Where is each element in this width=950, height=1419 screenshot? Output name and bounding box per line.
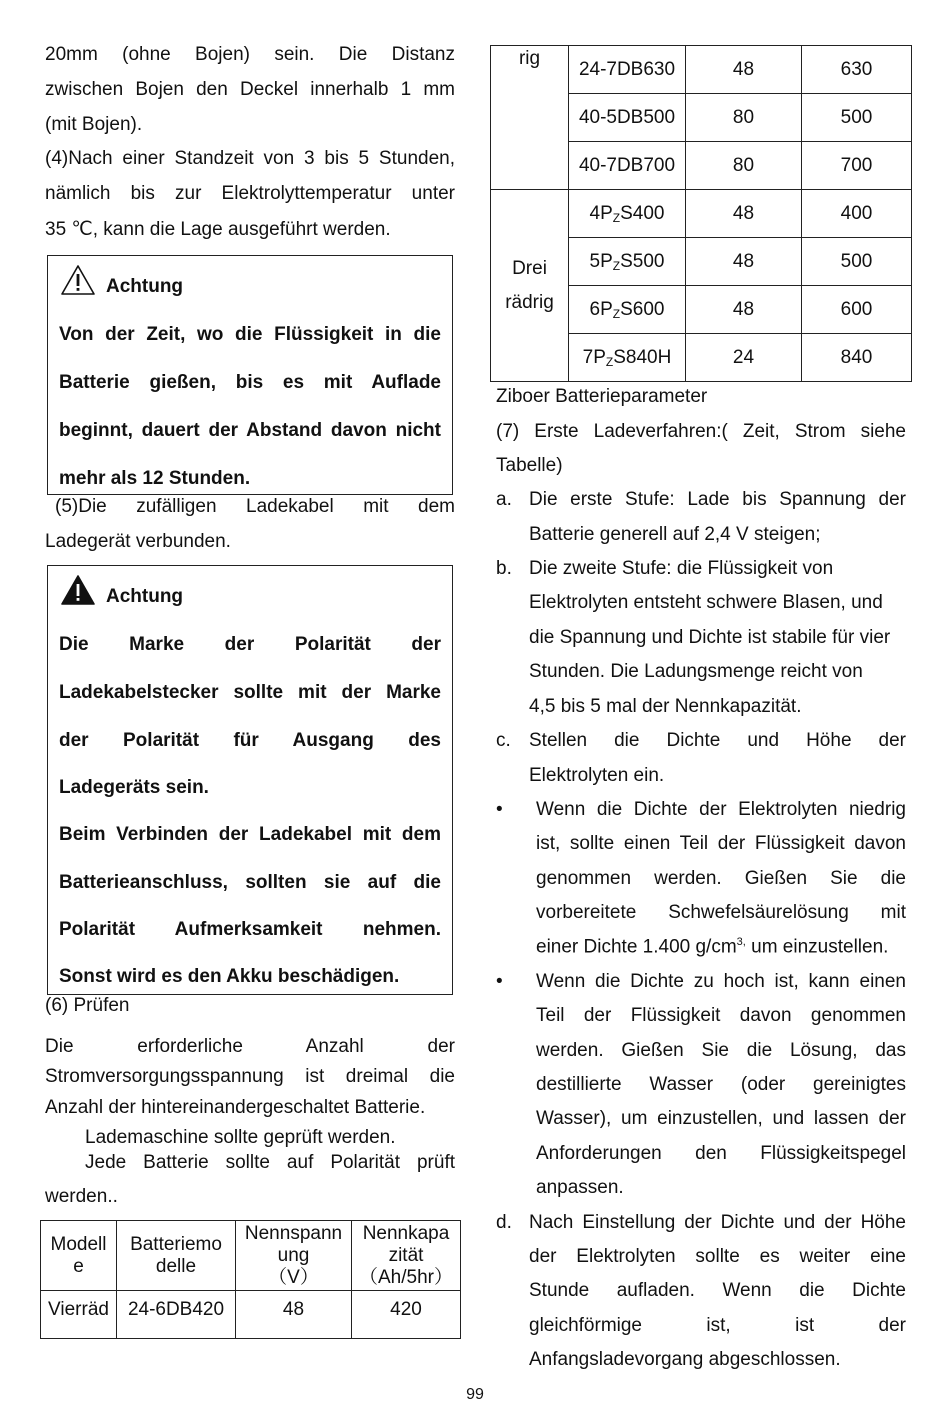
warning-text-line: beginnt, dauert der Abstand davon nicht [59,420,441,441]
list-item-line: destillierte Wasser (oder gereinigtes [536,1074,906,1095]
header-line: ung [277,1244,310,1266]
paragraph-line: (7) Erste Ladeverfahren:( Zeit, Strom siehe [496,421,906,442]
bullet-marker: • [496,971,503,992]
model-suffix: S840H [613,346,672,368]
header-line: （Ah/5hr） [359,1266,453,1288]
warning-text-line: Von der Zeit, wo die Flüssigkeit in die [59,324,441,345]
table-cell: 24-6DB420 [117,1291,236,1339]
table-group-label: rig [491,46,569,190]
warning-text-line: Ladekabelstecker sollte mit der Marke [59,682,441,703]
warning-title: Achtung [106,276,184,297]
list-item-line: vorbereitete Schwefelsäurelösung mit [536,902,906,923]
list-item-line [536,936,888,958]
table-cell [569,286,686,334]
list-item-line: der Elektrolyten sollte es weiter eine [529,1246,906,1267]
paragraph-line: Ladegerät verbunden. [45,531,231,552]
page-number: 99 [466,1386,484,1403]
list-item-line: Elektrolyten entsteht schwere Blasen, und [529,592,883,613]
paragraph-line: 35 ℃, kann die Lage ausgeführt werden. [45,219,391,240]
table-cell: 40-7DB700 [569,142,686,190]
warning-filled-icon [60,574,96,606]
table-cell: 24 [686,334,802,382]
header-line: e [73,1255,84,1277]
table-cell: 80 [686,94,802,142]
table-cell: 40-5DB500 [569,94,686,142]
text-run: einer Dichte 1.400 g/cm [536,936,737,958]
table-cell: 420 [352,1291,461,1339]
list-item-line: ist, sollte einen Teil der Flüssigkeit davon [536,833,906,854]
list-item-line: Die erste Stufe: Lade bis Spannung der [529,489,906,510]
table-cell: 24-7DB630 [569,46,686,94]
model-suffix: S600 [620,298,665,320]
table-group-label [491,190,569,382]
table-cell: 500 [802,94,912,142]
battery-table-right [490,45,912,382]
warning-text-line: Polarität Aufmerksamkeit nehmen. [59,919,441,940]
paragraph-line: werden.. [45,1186,118,1207]
model-prefix: 6P [589,298,613,320]
list-marker: a. [496,489,512,510]
list-item-line: Stunde aufladen. Wenn die Dichte [529,1280,906,1301]
table-cell: 600 [802,286,912,334]
table-header-cell [236,1221,352,1291]
table-cell: 840 [802,334,912,382]
warning-box-2 [47,565,453,995]
table-cell: 700 [802,142,912,190]
table-cell: Vierräd [41,1291,117,1339]
list-item-line: Wenn die Dichte zu hoch ist, kann einen [536,971,906,992]
list-item-line: Anforderungen den Flüssigkeitspegel [536,1143,906,1164]
table-header-row [41,1221,461,1291]
header-line: （V） [268,1266,319,1288]
model-subscript: Z [605,354,614,369]
header-line: Modell [50,1233,107,1255]
list-item-line: werden. Gießen Sie die Lösung, das [536,1040,906,1061]
list-marker: b. [496,558,512,579]
paragraph-line: (4)Nach einer Standzeit von 3 bis 5 Stunden, [45,148,455,169]
model-suffix: S400 [620,202,665,224]
table-caption: Ziboer Batterieparameter [496,386,708,407]
list-item-line: Elektrolyten ein. [529,765,665,786]
paragraph-line: (mit Bojen). [45,114,143,135]
paragraph-line: Tabelle) [496,455,563,476]
table-cell [569,334,686,382]
paragraph-line: Lademaschine sollte geprüft werden. [85,1127,396,1148]
table-row [41,1291,461,1339]
group-label-line: rädrig [505,291,554,313]
table-cell: 48 [236,1291,352,1339]
warning-outline-icon [60,264,96,296]
model-prefix: 7P [582,346,606,368]
table-row [491,190,912,238]
paragraph-line: Die erforderliche Anzahl der [45,1036,455,1057]
list-marker: d. [496,1212,512,1233]
warning-box-1 [47,255,453,495]
model-prefix: 4P [589,202,613,224]
header-line: delle [155,1255,197,1277]
bullet-marker: • [496,799,503,820]
warning-text-line: mehr als 12 Stunden. [59,468,251,489]
list-item-line: 4,5 bis 5 mal der Nennkapazität. [529,696,802,717]
superscript: 3, [736,936,746,948]
battery-table-left [40,1220,461,1339]
warning-text-line: der Polarität für Ausgang des [59,730,441,751]
header-line: Nennspann [244,1222,343,1244]
paragraph-line: zwischen Bojen den Deckel innerhalb 1 mm [45,79,455,100]
warning-text-line: Die Marke der Polarität der [59,634,441,655]
list-item-line: Wenn die Dichte der Elektrolyten niedrig [536,799,906,820]
model-subscript: Z [612,306,621,321]
list-item-line: die Spannung und Dichte ist stabile für vier [529,627,891,648]
table-header-cell [41,1221,117,1291]
warning-text-line: Sonst wird es den Akku beschädigen. [59,966,400,987]
table-cell: 48 [686,286,802,334]
list-item-line: Anfangsladevorgang abgeschlossen. [529,1349,841,1370]
paragraph-line: Jede Batterie sollte auf Polarität prüft [85,1152,455,1173]
text-run: um einzustellen. [745,936,889,958]
list-item-line: gleichförmige ist, ist der [529,1315,906,1336]
table-row [491,46,912,94]
group-label-line: Drei [512,257,547,279]
warning-text-line: Batterie gießen, bis es mit Auflade [59,372,441,393]
table-cell: 500 [802,238,912,286]
list-item-line: anpassen. [536,1177,624,1198]
section-title: (6) Prüfen [45,995,130,1016]
paragraph-line: 20mm (ohne Bojen) sein. Die Distanz [45,44,455,65]
table-cell: 48 [686,46,802,94]
list-item-line: Wasser), um einzustellen, und lassen der [536,1108,906,1129]
list-item-line: Die zweite Stufe: die Flüssigkeit von [529,558,834,579]
paragraph-line: Anzahl der hintereinandergeschaltet Batterie. [45,1097,426,1118]
table-cell [569,238,686,286]
warning-text-line: Ladegeräts sein. [59,777,209,798]
model-subscript: Z [612,258,621,273]
paragraph-line: (5)Die zufälligen Ladekabel mit dem [55,496,455,517]
table-header-cell [352,1221,461,1291]
list-item-line: Teil der Flüssigkeit davon genommen [536,1005,906,1026]
list-item-line: Stunden. Die Ladungsmenge reicht von [529,661,863,682]
header-line: zität [388,1244,424,1266]
table-cell [569,190,686,238]
paragraph-line: nämlich bis zur Elektrolyttemperatur unter [45,183,455,204]
table-cell: 80 [686,142,802,190]
model-suffix: S500 [620,250,665,272]
header-line: Batteriemo [130,1233,222,1255]
table-cell: 630 [802,46,912,94]
list-item-line: Batterie generell auf 2,4 V steigen; [529,524,821,545]
warning-text-line: Beim Verbinden der Ladekabel mit dem [59,824,441,845]
warning-title: Achtung [106,586,184,607]
header-line: Nennkapa [362,1222,450,1244]
table-header-cell [117,1221,236,1291]
list-marker: c. [496,730,511,751]
list-item-line: Stellen die Dichte und Höhe der [529,730,906,751]
table-cell: 48 [686,190,802,238]
paragraph-line: Stromversorgungsspannung ist dreimal die [45,1066,455,1087]
model-subscript: Z [612,210,621,225]
list-item-line: Nach Einstellung der Dichte und der Höhe [529,1212,906,1233]
model-prefix: 5P [589,250,613,272]
warning-text-line: Batterieanschluss, sollten sie auf die [59,872,441,893]
list-item-line: genommen werden. Gießen Sie die [536,868,906,889]
table-cell: 48 [686,238,802,286]
table-cell: 400 [802,190,912,238]
